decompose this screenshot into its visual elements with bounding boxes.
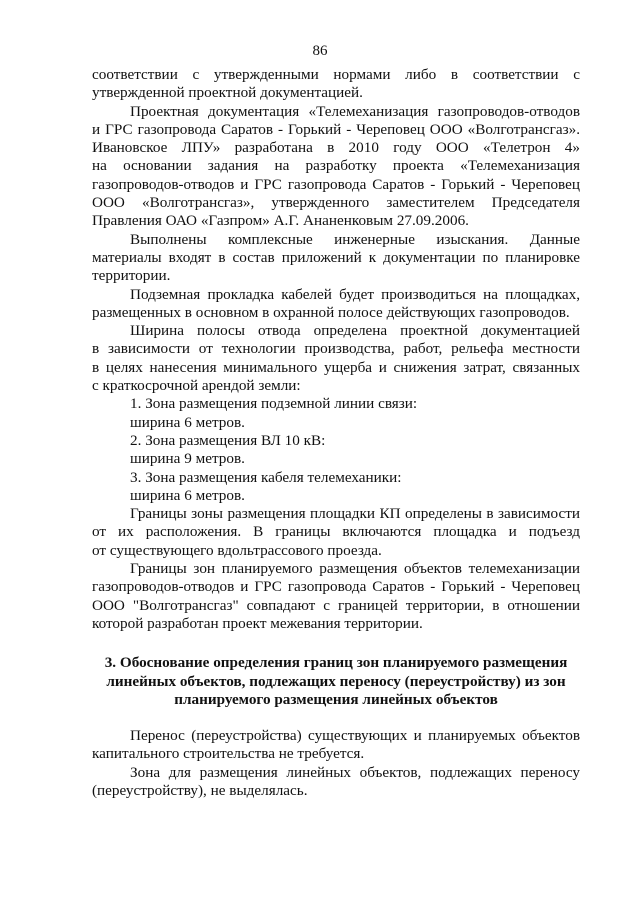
paragraphs-block — [92, 66, 580, 633]
text-line: которой разработан проект межевания территории. — [92, 614, 423, 632]
paragraph-project-documentation — [92, 103, 580, 231]
text-line: в целях нанесения минимального ущерба и снижения затрат, связанных — [92, 358, 580, 376]
text-line: от их расположения. В границы включаются площадка и подъезд — [92, 523, 580, 541]
paragraph-strip-width — [92, 322, 580, 395]
text-line: на основании задания на разработку проекта «Телемеханизация — [92, 157, 580, 175]
text-line: Выполнены комплексные инженерные изыскания. Данные — [130, 230, 580, 248]
paragraph-zone-boundaries — [92, 560, 580, 633]
text-line: Правления ОАО «Газпром» А.Г. Ананенковым 27.09.2006. — [92, 212, 469, 230]
text-line: Ивановское ЛПУ» разработана в 2010 году ООО «Телетрон 4» — [92, 139, 580, 157]
text-line: утвержденной проектной документацией. — [92, 84, 363, 102]
text-line: газопроводов-отводов и ГРС газопровода Саратов - Горький - Череповец — [92, 578, 580, 596]
text-line: (переустройству), не выделялась. — [92, 781, 308, 799]
text-line: газопроводов-отводов и ГРС газопровода Саратов - Горький - Череповец — [92, 175, 580, 193]
text-line: ширина 6 метров. — [130, 486, 245, 504]
text-line: Границы зоны размещения площадки КП определены в зависимости — [130, 505, 580, 523]
text-line: 3. Зона размещения кабеля телемеханики: — [130, 468, 402, 486]
text-line: Подземная прокладка кабелей будет производиться на площадках, — [130, 285, 580, 303]
page-number: 86 — [312, 43, 328, 59]
text-line: Проектная документация «Телемеханизация газопроводов-отводов — [130, 102, 580, 120]
text-line: ООО «Волготрансгаз», утвержденного заместителем Председателя — [92, 194, 580, 212]
text-line: размещенных в основном в охранной полосе действующих газопроводов. — [92, 303, 570, 321]
text-line: ширина 6 метров. — [130, 413, 245, 431]
text-line: 1. Зона размещения подземной линии связи: — [130, 395, 418, 413]
paragraph-surveys — [92, 231, 580, 286]
section-heading-line: 3. Обоснование определения границ зон планируемого размещения — [104, 654, 568, 672]
section-heading-line: планируемого размещения линейных объектов — [174, 690, 498, 708]
text-line: 2. Зона размещения ВЛ 10 кВ: — [130, 431, 326, 449]
text-line: ООО "Волготрансгаз" совпадают с границей территории, в отношении — [92, 596, 580, 614]
spacer — [92, 709, 580, 727]
document-body — [92, 66, 580, 800]
paragraph-kp-site — [92, 505, 580, 560]
text-line: территории. — [92, 267, 171, 285]
section-heading-line: линейных объектов, подлежащих переносу (переустройству) из зон — [106, 672, 566, 690]
section-heading — [92, 654, 580, 709]
text-line: ширина 9 метров. — [130, 450, 245, 468]
text-line: Перенос (переустройства) существующих и планируемых объектов — [130, 727, 580, 745]
text-line: с краткосрочной арендой земли: — [92, 377, 301, 395]
paragraph-norms — [92, 66, 580, 103]
text-line: Ширина полосы отвода определена проектной документацией — [130, 322, 580, 340]
text-line: и ГРС газопровода Саратов - Горький - Череповец ООО «Волготрансгаз». — [92, 120, 580, 138]
text-line: капитального строительства не требуется. — [92, 745, 365, 763]
text-line: Границы зон планируемого размещения объектов телемеханизации — [130, 560, 580, 578]
text-line: от существующего вдольтрассового проезда. — [92, 541, 382, 559]
text-line: материалы входят в состав приложений к документации по планировке — [92, 248, 580, 266]
paragraph-zones-list — [92, 395, 580, 505]
paragraph-cable-laying — [92, 286, 580, 323]
paragraph-relocation — [92, 727, 580, 764]
text-line: Зона для размещения линейных объектов, подлежащих переносу — [130, 763, 580, 781]
closing-block — [92, 727, 580, 800]
paragraph-zone-not-allocated — [92, 764, 580, 801]
text-line: соответствии с утвержденными нормами либо в соответствии с — [92, 66, 580, 83]
text-line: в зависимости от технологии производства, работ, рельефа местности — [92, 340, 580, 358]
